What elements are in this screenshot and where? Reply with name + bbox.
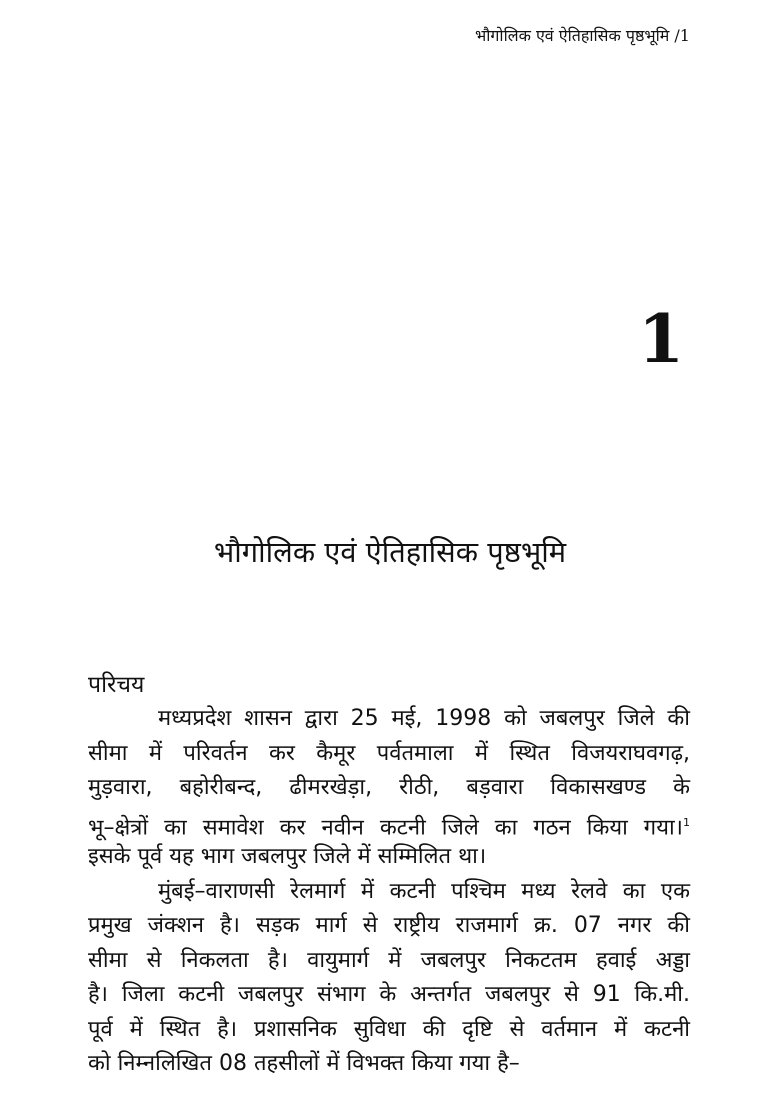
chapter-title: भौगोलिक एवं ऐतिहासिक पृष्ठभूमि — [213, 535, 567, 569]
paragraph-1 — [88, 702, 690, 875]
running-head: भौगोलिक एवं ऐतिहासिक पृष्ठभूमि /1 — [475, 26, 690, 45]
footnote-ref[interactable]: 1 — [683, 815, 690, 829]
text-line: सीमा से निकलता है। वायुमार्ग में जबलपुर निकटतम हवाई अड्डा — [88, 947, 690, 973]
text-line: मध्यप्रदेश शासन द्वारा 25 मई, 1998 को जबलपुर जिले की — [158, 706, 690, 731]
text-line: प्रमुख जंक्शन है। सड़क मार्ग से राष्ट्रीय राजमार्ग क्र. 07 नगर की — [88, 913, 690, 938]
text-line: पूर्व में स्थित है। प्रशासनिक सुविधा की दृष्टि से वर्तमान में कटनी — [88, 1016, 690, 1042]
text-line: सीमा में परिवर्तन कर कैमूर पर्वतमाला में स्थित विजयराघवगढ़, — [88, 740, 690, 766]
section-heading: परिचय — [88, 672, 145, 698]
text-line: मुड़वारा, बहोरीबन्द, ढीमरखेड़ा, रीठी, बड़वारा विकासखण्ड के — [88, 775, 690, 800]
text-line: भू–क्षेत्रों का समावेश कर नवीन कटनी जिले का गठन किया गया। — [88, 814, 683, 840]
text-line: को निम्नलिखित 08 तहसीलों में विभक्त किया गया है– — [88, 1051, 520, 1076]
paragraph-2 — [88, 875, 690, 1082]
text-line: इसके पूर्व यह भाग जबलपुर जिले में सम्मिलित था। — [88, 844, 487, 869]
text-line: मुंबई–वाराणसी रेलमार्ग में कटनी पश्चिम मध्य रेलवे का एक — [158, 878, 690, 904]
text-line: है। जिला कटनी जबलपुर संभाग के अन्तर्गत जबलपुर से 91 कि.मी. — [88, 982, 690, 1007]
chapter-number: 1 — [638, 300, 684, 378]
body-text — [88, 668, 690, 1082]
text-line-with-footnote — [88, 806, 690, 841]
